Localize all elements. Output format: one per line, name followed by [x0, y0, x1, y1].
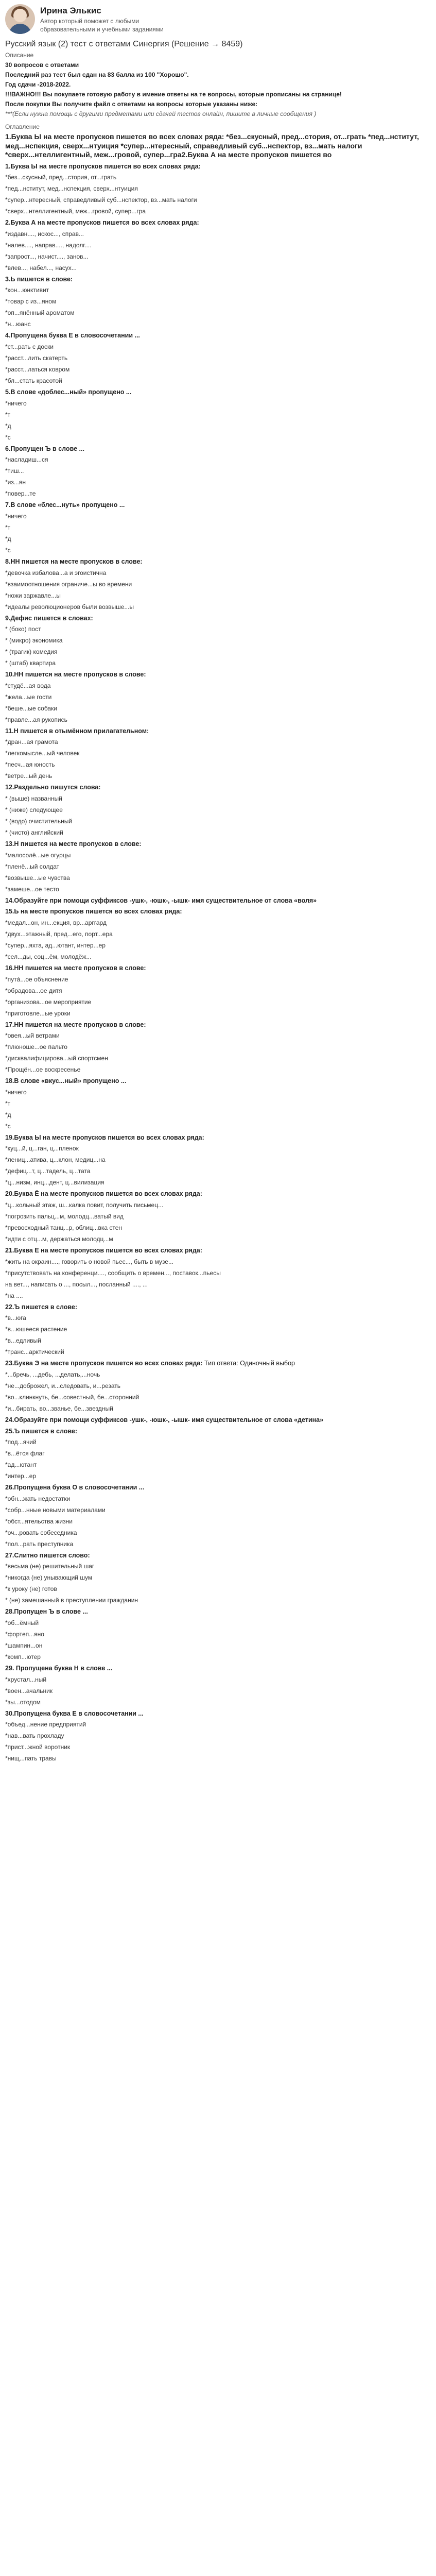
question-block	[5, 332, 421, 385]
question-title: 6.Пропущен Ъ в слове ...	[5, 445, 84, 452]
answer-option: *ад...ютант	[5, 1461, 37, 1469]
question-block	[5, 1608, 421, 1661]
answer-option: *транс...арктический	[5, 1348, 64, 1356]
question-title: 20.Буква Ё на месте пропусков пишется во всех словах ряда:	[5, 1190, 202, 1198]
question-title: 29. Пропущена буква Н в слове ...	[5, 1665, 113, 1672]
answer-option: *беше...ые собаки	[5, 704, 58, 712]
answer-option: * (микро) экономика	[5, 637, 63, 645]
question-block	[5, 1416, 421, 1425]
answer-option: *идти с отц...м, держаться молодц...м	[5, 1235, 113, 1243]
answer-option: на вет..., написать о ..., посыл..., посланный ...., ...	[5, 1280, 148, 1288]
question-list	[5, 163, 421, 1763]
question-block	[5, 1021, 421, 1074]
question-title: 19.Буква Ы на месте пропусков пишется во всех словах ряда:	[5, 1133, 204, 1141]
answer-option: *превосходный танц...р, облиц...вка стен	[5, 1224, 123, 1231]
answer-option: *в...юга	[5, 1314, 26, 1322]
answer-option: *никогда (не) унывающий шум	[5, 1574, 93, 1582]
answer-option: *песч...ая юность	[5, 761, 55, 769]
answer-option: *нищ...пать травы	[5, 1755, 57, 1762]
question-block	[5, 1247, 421, 1300]
answer-option: * (водо) очистительный	[5, 818, 73, 825]
question-block	[5, 897, 421, 905]
answer-option: *супер...нтересный, справедливый суб...нспектор, вз...мать налоги	[5, 196, 197, 204]
answer-option: *студё...ая вода	[5, 682, 51, 689]
answer-option: *на ....	[5, 1292, 23, 1299]
intro-line: 30 вопросов с ответами	[5, 61, 79, 69]
answer-option: *идеалы революционеров были возвыше...ы	[5, 603, 134, 611]
answer-option: *хрустал...ный	[5, 1675, 47, 1683]
question-title: 17.НН пишется на месте пропусков в слове:	[5, 1021, 146, 1028]
answer-option: *обрадова...ое дитя	[5, 987, 62, 994]
answer-option: *не...доброжел, и...следовать, и...резать	[5, 1382, 121, 1389]
question-block	[5, 1484, 421, 1548]
question-block	[5, 615, 421, 668]
answer-option: *взаимоотношения ограниче...ы во времени	[5, 580, 132, 588]
help-note: ***(Если нужна помощь с другими предметами или сдачей тестов онлайн, пишите в личные сообщения )	[5, 110, 317, 117]
question-type-label: Тип ответа: Одиночный выбор	[202, 1360, 295, 1367]
answer-option: *нав...вать прохладу	[5, 1732, 64, 1740]
answer-option: *воен...ачальник	[5, 1687, 53, 1694]
author-description: Автор который поможет с любыми образовательными и учебными заданиями	[40, 18, 164, 33]
description-label: Описание	[5, 52, 34, 59]
answer-option: *жела...ые гости	[5, 693, 52, 701]
answer-option: *лениц...атива, ц...клон, медиц...на	[5, 1156, 106, 1164]
answer-option: *ничего	[5, 512, 27, 520]
author-avatar[interactable]	[5, 4, 35, 34]
intro-line: Последний раз тест был сдан на 83 балла из 100 "Хорошо".	[5, 71, 189, 78]
answer-option: *фортеп...яно	[5, 1631, 44, 1638]
intro-section	[5, 61, 421, 108]
lead-question: 1.Буква Ы на месте пропусков пишется во всех словах ряда: *без...скусный, пред...стория, от...грать *пед...нститут, мед...нспекция, сверх...нтуиция *супер...нтересный, справедливый суб...нспектор, вз...мать налоги *сверх...нтеллигентный, меж...гровой, супер...гра2.Буква А на месте пропусков пишется во	[5, 132, 419, 159]
question-title: 15.Ь на месте пропусков пишется во всех словах ряда:	[5, 908, 182, 916]
answer-option: * (не) замешанный в преступлении гражданин	[5, 1597, 138, 1604]
question-title: 14.Образуйте при помощи суффиксов -ушк-, -юшк-, -ышк- имя существительное от слова «воля»	[5, 896, 317, 904]
answer-option: *т	[5, 523, 11, 531]
answer-option: *ничего	[5, 1088, 27, 1096]
answer-option: *...бречь, ...дебь, ...делать,...ночь	[5, 1370, 100, 1378]
answer-option: *весьма (не) решительный шаг	[5, 1563, 95, 1570]
question-title: 5.В слове «доблес...ный» пропущено ...	[5, 388, 132, 396]
intro-line: !!!ВАЖНО!!! Вы покупаете готовую работу в имение ответы на те вопросы, которые прописаны на странице!	[5, 91, 342, 98]
answer-option: *в...ётся флаг	[5, 1450, 45, 1458]
answer-option: *сел...ды, соц...ём, молодёж...	[5, 953, 92, 960]
question-title: 16.НН пишется на месте пропусков в слове:	[5, 964, 146, 972]
answer-option: *обн...жать недостатки	[5, 1495, 71, 1502]
answer-option: *приготовле...ые уроки	[5, 1009, 71, 1017]
author-card	[5, 4, 421, 34]
answer-option: *собр...нные новыми материалами	[5, 1506, 106, 1514]
question-block	[5, 1190, 421, 1243]
question-title: 8.НН пишется на месте пропусков в слове:	[5, 557, 143, 565]
question-block	[5, 1360, 421, 1413]
answer-option: *ст...рать с доски	[5, 343, 54, 350]
answer-option: *путá...ое объяснение	[5, 975, 68, 983]
answer-option: *пленё...ый солдат	[5, 862, 60, 870]
answer-option: *оч...ровать собеседника	[5, 1529, 77, 1536]
answer-option: *налев...., направ...., надолг....	[5, 241, 92, 249]
answer-option: *и...бирать, во...званье, бе...звездный	[5, 1404, 113, 1412]
answer-option: *под...ячий	[5, 1438, 37, 1446]
question-block	[5, 1552, 421, 1605]
answer-option: *возвыше...ые чувства	[5, 874, 70, 882]
question-title: 25.Ъ пишется в слове:	[5, 1427, 77, 1435]
answer-option: *в...юшееся растение	[5, 1326, 67, 1333]
answer-option: *объед...нение предприятий	[5, 1721, 86, 1728]
question-title: 13.Н пишется на месте пропусков в слове:	[5, 840, 142, 848]
answer-option: *издавн...., искос..., справ...	[5, 230, 84, 238]
answer-option: *дисквалифицирова...ый спортсмен	[5, 1055, 108, 1062]
question-title: 30.Пропущена буква Е в словосочетании ...	[5, 1709, 144, 1717]
question-block	[5, 219, 421, 272]
question-title: 18.В слове «вкус...ный» пропущено ...	[5, 1077, 127, 1085]
question-title: 3.Ь пишется в слове:	[5, 275, 73, 283]
question-title: 2.Буква А на месте пропусков пишется во всех словах ряда:	[5, 219, 199, 227]
question-title: 4.Пропущена буква Е в словосочетании ...	[5, 332, 140, 340]
toc-label: Оглавление	[5, 123, 40, 130]
question-block	[5, 1665, 421, 1706]
answer-option: *оп...янённый ароматом	[5, 309, 75, 317]
answer-option: *овея...ый ветрами	[5, 1032, 60, 1040]
question-title: 1.Буква Ы на месте пропусков пишется во всех словах ряда:	[5, 162, 201, 170]
answer-option: *малосолё...ые огурцы	[5, 851, 71, 859]
answer-option: * (ниже) следующее	[5, 806, 63, 814]
answer-option: *д	[5, 422, 11, 430]
answer-option: *расст...лить скатерть	[5, 354, 68, 362]
answer-option: *супер...яхта, ад...ютант, интер...ер	[5, 941, 106, 949]
question-title: 10.НН пишется на месте пропусков в слове:	[5, 671, 146, 679]
answer-option: *дран...ая грамота	[5, 738, 58, 746]
answer-option: *тиш...	[5, 467, 24, 475]
answer-option: * (чисто) английский	[5, 829, 63, 836]
question-block	[5, 558, 421, 611]
question-title: 21.Буква Е на месте пропусков пишется во всех словах ряда:	[5, 1247, 202, 1254]
answer-option: *ничего	[5, 399, 27, 407]
answer-option: *н...юанс	[5, 320, 31, 328]
answer-option: *замеше...ое тесто	[5, 885, 59, 893]
answer-option: *двух...этажный, пред...его, порт...ера	[5, 930, 113, 938]
answer-option: *ветре...ый день	[5, 772, 53, 780]
question-title: 27.Слитно пишется слово:	[5, 1551, 90, 1559]
question-block	[5, 501, 421, 554]
answer-option: *медал...он, ин...екция, вр...арггард	[5, 919, 107, 926]
answer-option: *плюноше...ое пальто	[5, 1043, 67, 1051]
answer-option: * (трагик) комедия	[5, 648, 58, 656]
question-title: 9.Дефис пишется в словах:	[5, 614, 93, 622]
answer-option: *легкомысле...ый человек	[5, 750, 80, 757]
answer-option: *прист...жной воротник	[5, 1743, 71, 1751]
answer-option: *куц...й, ц...ган, ц...пленок	[5, 1145, 79, 1153]
question-block	[5, 727, 421, 781]
question-block	[5, 784, 421, 837]
answer-option: *во...клинкнуть, бе...совестный, бе...сторонний	[5, 1393, 139, 1401]
question-block	[5, 908, 421, 961]
answer-option: *без...скусный, пред...стория, от...грать	[5, 174, 117, 181]
question-title: 28.Пропущен Ъ в слове ...	[5, 1608, 88, 1616]
answer-option: *организова...ое мероприятие	[5, 998, 92, 1006]
question-block	[5, 964, 421, 1018]
answer-option: *девочка избалова...а и эгоистична	[5, 569, 107, 577]
answer-option: * (боко) пост	[5, 625, 41, 633]
answer-option: *интер...ер	[5, 1472, 37, 1480]
answer-option: * (штаб) квартира	[5, 659, 56, 667]
answer-option: *пед...нститут, мед...нспекция, сверх...нтуиция	[5, 185, 138, 193]
question-title: 12.Раздельно пишутся слова:	[5, 784, 101, 791]
answer-option: *ц...низм, инц...дент, ц...вилизация	[5, 1179, 104, 1187]
question-block	[5, 1428, 421, 1481]
answer-option: *д	[5, 1111, 11, 1118]
answer-option: *товар с из...яном	[5, 298, 57, 306]
answer-option: *комп...ютер	[5, 1653, 41, 1660]
question-title: 23.Буква Э на месте пропусков пишется во всех словах ряда: Тип ответа: Одиночный выбор	[5, 1360, 295, 1367]
author-name[interactable]: Ирина Элькис	[40, 6, 101, 15]
question-block	[5, 1303, 421, 1357]
answer-option: *шампин...он	[5, 1642, 43, 1649]
answer-option: *пол...рать преступника	[5, 1540, 74, 1548]
intro-line: После покупки Вы получите файл с ответами на вопросы которые указаны ниже:	[5, 100, 258, 108]
answer-option: *запрост..., начист...., занов...	[5, 252, 89, 260]
answer-option: *в...едливый	[5, 1337, 41, 1345]
answer-option: *д	[5, 535, 11, 543]
avatar-head	[13, 9, 27, 22]
answer-option: *бл...стать красотой	[5, 377, 62, 384]
avatar-body	[9, 24, 31, 34]
answer-option: *из...ян	[5, 479, 26, 486]
answer-option: *расст...латься ковром	[5, 366, 70, 373]
question-block	[5, 1077, 421, 1130]
answer-option: *ц...кольный этаж, ш...калка повит, получить письмец...	[5, 1201, 164, 1209]
answer-option: *насладиш...ся	[5, 456, 48, 464]
question-title: 7.В слове «блес...нуть» пропущено ...	[5, 501, 125, 509]
answer-option: *жить на окраин...., говорить о новой пьес..., быть в музе...	[5, 1258, 173, 1265]
answer-option: *т	[5, 1099, 11, 1107]
question-block	[5, 276, 421, 329]
answer-option: *к уроку (не) готов	[5, 1585, 57, 1593]
answer-option: *с	[5, 546, 11, 554]
question-block	[5, 445, 421, 498]
answer-option: *сверх...нтеллигентный, меж...гровой, супер...гра	[5, 208, 146, 215]
answer-option: *зы...отодом	[5, 1698, 41, 1706]
question-title: 24.Образуйте при помощи суффиксов -ушк-, -юшк-, -ышк- имя существительное от слова «детина»	[5, 1416, 324, 1423]
answer-option: *присутствовать на конференци...., сообщить о времен..., поставок...пьесы	[5, 1269, 221, 1277]
answer-option: *обст...ятельства жизни	[5, 1517, 73, 1525]
question-block	[5, 1134, 421, 1187]
page-title: Русский язык (2) тест с ответами Синергия (Решение → 8459)	[5, 40, 243, 48]
answer-option: *об...ёмный	[5, 1619, 39, 1626]
question-block	[5, 840, 421, 893]
answer-option: *т	[5, 411, 11, 418]
answer-option: *повер...те	[5, 490, 36, 498]
answer-option: *с	[5, 1122, 11, 1130]
answer-option: *влев..., набел..., насух...	[5, 264, 77, 272]
answer-option: *правле...ая рукопись	[5, 716, 67, 723]
author-info	[40, 4, 164, 33]
answer-option: *дефиц...т, ц...тадель, ц...тата	[5, 1167, 91, 1175]
question-title: 22.Ъ пишется в слове:	[5, 1303, 77, 1311]
answer-option: *кон...юнктивит	[5, 286, 49, 294]
intro-line: Год сдачи -2018-2022.	[5, 81, 71, 88]
answer-option: *с	[5, 433, 11, 441]
question-title: 11.Н пишется в отымённом прилагательном:	[5, 727, 149, 735]
answer-option: *погрозить пальц...м, молодц...ватый вид	[5, 1213, 124, 1220]
question-title: 26.Пропущена буква О в словосочетании ...	[5, 1484, 145, 1492]
answer-option: *Прощён...ое воскресенье	[5, 1066, 81, 1074]
question-block	[5, 163, 421, 216]
question-block	[5, 671, 421, 724]
question-block	[5, 1710, 421, 1763]
answer-option: *ножи заржавле...ы	[5, 591, 61, 599]
question-block	[5, 388, 421, 442]
answer-option: * (выше) названный	[5, 795, 62, 802]
